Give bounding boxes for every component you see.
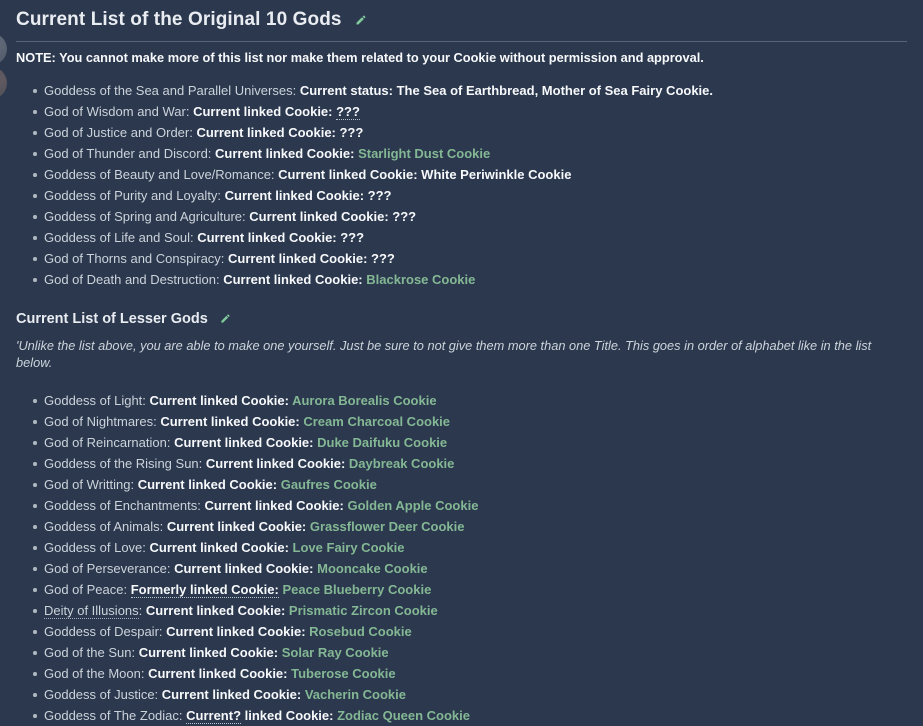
- text-segment: ???: [336, 104, 360, 119]
- text-segment: Goddess of Spring and Agriculture:: [44, 209, 250, 224]
- edit-pencil-icon[interactable]: [355, 14, 367, 26]
- article-content: [16, 4, 907, 726]
- clipped-floating-button-bottom: [0, 67, 7, 99]
- text-segment: linked Cookie:: [241, 708, 338, 723]
- text-segment: God of the Sun:: [44, 645, 139, 660]
- cookie-link[interactable]: Starlight Dust Cookie: [358, 146, 491, 161]
- list-item: [33, 185, 907, 206]
- clipped-floating-button-top: [0, 33, 7, 65]
- cookie-link[interactable]: Zodiac Queen Cookie: [337, 708, 471, 723]
- list-item: [33, 621, 907, 642]
- text-segment: Current linked Cookie: ???: [196, 125, 364, 140]
- text-segment: Formerly linked Cookie:: [130, 582, 279, 597]
- list-item: [33, 663, 907, 684]
- edit-pencil-icon[interactable]: [220, 313, 231, 324]
- cookie-link[interactable]: Vacherin Cookie: [304, 687, 406, 702]
- text-segment: Current linked Cookie: ???: [197, 230, 365, 245]
- list-item: [33, 558, 907, 579]
- text-segment: Current linked Cookie:: [215, 146, 359, 161]
- cookie-link[interactable]: Grassflower Deer Cookie: [309, 519, 465, 534]
- list-item: [33, 390, 907, 411]
- list-item: [33, 80, 907, 101]
- text-segment: God of Thorns and Conspiracy:: [44, 251, 229, 266]
- text-segment: Current linked Cookie:: [166, 624, 310, 639]
- list-item: [33, 453, 907, 474]
- lesser-gods-intro: 'Unlike the list above, you are able to make one yourself. Just be sure to not give them more than one Title. This goes in order of alphabet like in the list below.: [16, 338, 872, 370]
- list-item: [33, 495, 907, 516]
- text-segment: Current linked Cookie: White Periwinkle Cookie: [278, 167, 572, 182]
- text-segment: Current linked Cookie:: [204, 498, 348, 513]
- text-segment: Deity of Illusions: [44, 603, 139, 618]
- cookie-link[interactable]: Peace Blueberry Cookie: [282, 582, 432, 597]
- list-item: [33, 684, 907, 705]
- text-segment: Current linked Cookie:: [138, 645, 282, 660]
- text-segment: God of Reincarnation:: [44, 435, 175, 450]
- text-segment: God of Writting:: [44, 477, 138, 492]
- text-segment: Current linked Cookie:: [160, 414, 304, 429]
- list-item: [33, 269, 907, 290]
- original-gods-list: [16, 80, 907, 290]
- text-segment: God of Perseverance:: [44, 561, 175, 576]
- cookie-link[interactable]: Blackrose Cookie: [366, 272, 476, 287]
- list-item: [33, 642, 907, 663]
- cookie-link[interactable]: Prismatic Zircon Cookie: [288, 603, 438, 618]
- cookie-link[interactable]: Mooncake Cookie: [317, 561, 428, 576]
- text-segment: Current linked Cookie: ???: [228, 251, 395, 266]
- cookie-link[interactable]: Tuberose Cookie: [291, 666, 396, 681]
- cookie-link[interactable]: Daybreak Cookie: [348, 456, 455, 471]
- text-segment: Goddess of Despair:: [44, 624, 167, 639]
- text-segment: God of Thunder and Discord:: [44, 146, 216, 161]
- text-segment: God of Nightmares:: [44, 414, 161, 429]
- list-item: [33, 705, 907, 726]
- text-segment: Current linked Cookie:: [174, 435, 318, 450]
- text-segment: :: [138, 603, 146, 618]
- cookie-link[interactable]: Rosebud Cookie: [309, 624, 412, 639]
- text-segment: Goddess of The Zodiac:: [44, 708, 187, 723]
- text-segment: God of the Moon:: [44, 666, 149, 681]
- list-item: [33, 101, 907, 122]
- text-segment: God of Justice and Order:: [44, 125, 197, 140]
- page-title: Current List of the Original 10 Gods: [16, 9, 342, 30]
- text-segment: Current linked Cookie: ???: [224, 188, 392, 203]
- text-segment: Goddess of Love:: [44, 540, 150, 555]
- list-item: [33, 432, 907, 453]
- text-segment: Current linked Cookie: ???: [249, 209, 417, 224]
- list-item: [33, 206, 907, 227]
- text-segment: Current status: The Sea of Earthbread, Mother of Sea Fairy Cookie.: [299, 83, 714, 98]
- list-item: [33, 474, 907, 495]
- list-item: [33, 579, 907, 600]
- text-segment: Current linked Cookie:: [193, 104, 337, 119]
- text-segment: Goddess of Justice:: [44, 687, 162, 702]
- text-segment: Current linked Cookie:: [166, 519, 310, 534]
- text-segment: Goddess of Life and Soul:: [44, 230, 198, 245]
- list-item: [33, 122, 907, 143]
- cookie-link[interactable]: Golden Apple Cookie: [347, 498, 479, 513]
- text-segment: Current linked Cookie:: [145, 603, 289, 618]
- text-segment: Goddess of the Sea and Parallel Universes:: [44, 83, 300, 98]
- list-item: [33, 516, 907, 537]
- cookie-link[interactable]: Duke Daifuku Cookie: [317, 435, 448, 450]
- text-segment: Current?: [186, 708, 242, 723]
- section-heading-original-gods: [16, 4, 907, 42]
- text-segment: Goddess of Light:: [44, 393, 150, 408]
- list-item: [33, 227, 907, 248]
- list-item: [33, 411, 907, 432]
- text-segment: Goddess of Purity and Loyalty:: [44, 188, 225, 203]
- text-segment: Current linked Cookie:: [161, 687, 305, 702]
- list-item: [33, 164, 907, 185]
- text-segment: God of Death and Destruction:: [44, 272, 224, 287]
- text-segment: Current linked Cookie:: [148, 666, 292, 681]
- section-heading-lesser-gods: [16, 310, 907, 328]
- text-segment: Current linked Cookie:: [137, 477, 281, 492]
- text-segment: Current linked Cookie:: [205, 456, 349, 471]
- list-item: [33, 537, 907, 558]
- text-segment: Goddess of the Rising Sun:: [44, 456, 206, 471]
- list-item: [33, 600, 907, 621]
- cookie-link[interactable]: Solar Ray Cookie: [281, 645, 389, 660]
- cookie-link[interactable]: Cream Charcoal Cookie: [303, 414, 451, 429]
- text-segment: Current linked Cookie:: [174, 561, 318, 576]
- lesser-gods-title: Current List of Lesser Gods: [16, 311, 208, 327]
- text-segment: God of Peace:: [44, 582, 131, 597]
- list-item: [33, 143, 907, 164]
- text-segment: Current linked Cookie:: [223, 272, 367, 287]
- note-text: NOTE: You cannot make more of this list nor make them related to your Cookie without permission and approval.: [16, 50, 704, 65]
- text-segment: Current linked Cookie:: [149, 540, 293, 555]
- list-item: [33, 248, 907, 269]
- text-segment: God of Wisdom and War:: [44, 104, 194, 119]
- cookie-link[interactable]: Aurora Borealis Cookie: [292, 393, 437, 408]
- text-segment: Goddess of Animals:: [44, 519, 167, 534]
- cookie-link[interactable]: Love Fairy Cookie: [292, 540, 405, 555]
- cookie-link[interactable]: Gaufres Cookie: [280, 477, 377, 492]
- text-segment: Current linked Cookie:: [149, 393, 293, 408]
- text-segment: Goddess of Beauty and Love/Romance:: [44, 167, 279, 182]
- text-segment: Goddess of Enchantments:: [44, 498, 205, 513]
- lesser-gods-list: [16, 390, 907, 726]
